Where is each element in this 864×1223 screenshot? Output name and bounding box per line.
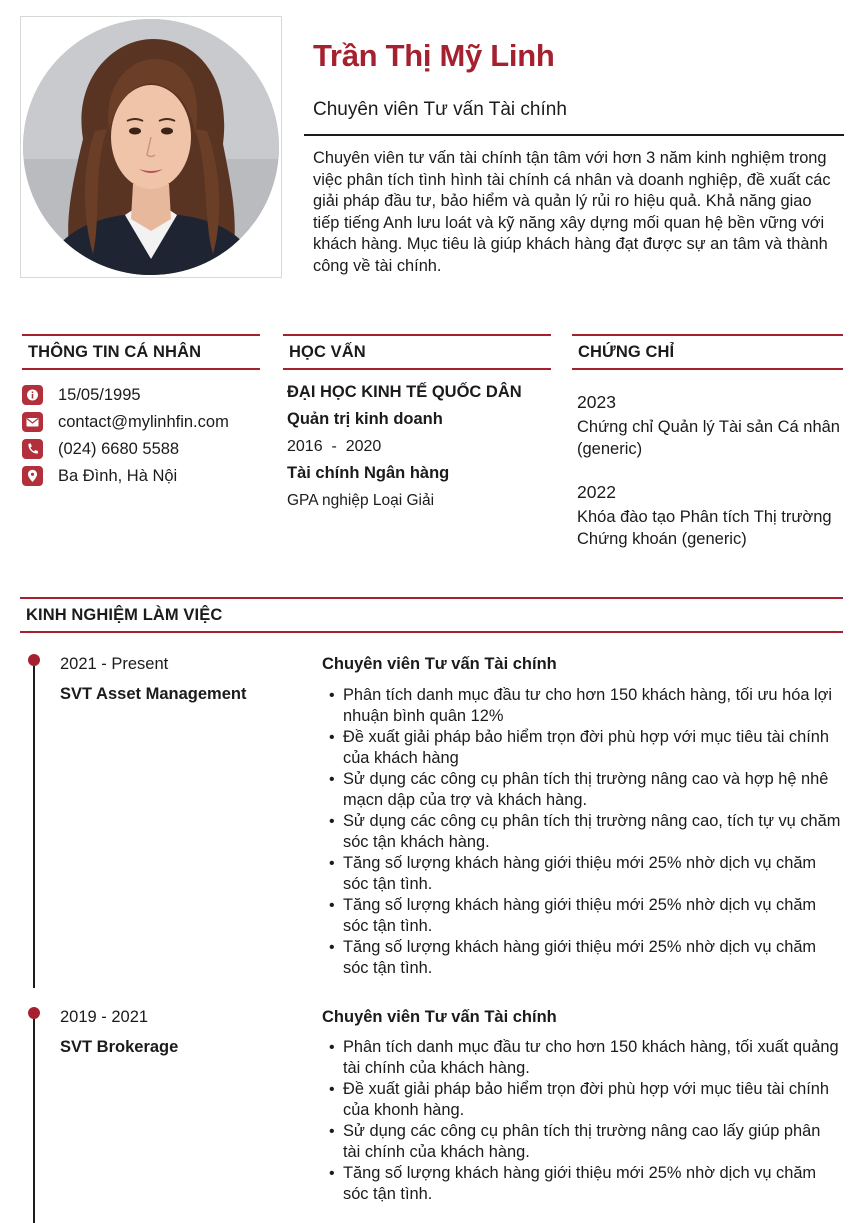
profile-photo — [23, 19, 279, 275]
major-name: Quản trị kinh doanh — [287, 410, 443, 428]
contact-item-phone — [22, 439, 262, 459]
certificate-year: 2022 — [577, 482, 616, 502]
timeline-line — [33, 660, 35, 988]
job-bullet: • Phân tích danh mục đầu tư cho hơn 150 khách hàng, tối ưu hóa lợi nhuận bình quân 12% — [326, 685, 842, 727]
birthdate-text: 15/05/1995 — [58, 386, 141, 404]
job-bullet: • Tăng số lượng khách hàng giới thiệu mới 25% nhờ dịch vụ chăm sóc tận tình. — [326, 895, 842, 937]
job-role: Chuyên viên Tư vấn Tài chính — [322, 1008, 557, 1026]
job-title: Chuyên viên Tư vấn Tài chính — [313, 99, 567, 120]
job-bullet: • Tăng số lượng khách hàng giới thiệu mới 25% nhờ dịch vụ chăm sóc tận tình. — [326, 937, 842, 979]
info-icon — [22, 385, 43, 405]
experience-header — [20, 597, 843, 633]
timeline-dot — [28, 1007, 40, 1019]
job-bullet: • Tăng số lượng khách hàng giới thiệu mới 25% nhờ dịch vụ chăm sóc tận tình. — [326, 1163, 842, 1205]
education-header — [283, 334, 551, 370]
timeline-dot — [28, 654, 40, 666]
job-bullet: • Phân tích danh mục đầu tư cho hơn 150 khách hàng, tối xuất quảng tài chính của khách hàng. — [326, 1037, 842, 1079]
job-bullet: • Đề xuất giải pháp bảo hiểm trọn đời phù hợp với mục tiêu tài chính của khách hàng — [326, 727, 842, 769]
contact-item-email — [22, 412, 262, 432]
job-bullets — [326, 685, 842, 979]
phone-text: (024) 6680 5588 — [58, 440, 180, 458]
job-bullet: • Sử dụng các công cụ phân tích thị trường nâng cao và hợp hệ nhê mạcn dập của trợ và khách hàng. — [326, 769, 842, 811]
timeline-line — [33, 1012, 35, 1223]
certificates-heading: CHỨNG CHỈ — [578, 343, 675, 361]
job-bullet: • Tăng số lượng khách hàng giới thiệu mới 25% nhờ dịch vụ chăm sóc tận tình. — [326, 853, 842, 895]
job-bullet: • Sử dụng các công cụ phân tích thị trường nâng cao, tích tự vụ chăm sóc tận khách hàng. — [326, 811, 842, 853]
address-text: Ba Đình, Hà Nội — [58, 467, 178, 485]
study-years: 2016 - 2020 — [287, 438, 382, 455]
job-bullet: • Đề xuất giải pháp bảo hiểm trọn đời phù hợp với mục tiêu tài chính của khonh hàng. — [326, 1079, 842, 1121]
location-pin-icon — [22, 466, 43, 486]
contact-item-address — [22, 466, 262, 486]
certificates-header — [572, 334, 843, 370]
job-role: Chuyên viên Tư vấn Tài chính — [322, 655, 557, 673]
job-bullets — [326, 1037, 842, 1205]
profile-summary: Chuyên viên tư vấn tài chính tận tâm với hơn 3 năm kinh nghiệm trong việc phân tích tình hình tài chính cá nhân và doanh nghiệp, đề xuất các giải pháp đầu tư, bảo hiểm và quản lý rủi ro hiệu quả. Khả năng giao tiếp tiếng Anh lưu loát và kỹ năng xây dựng mối quan hệ bền vững với khách hàng. Mục tiêu là giúp khách hàng đạt được sự an tâm và thành công về tài chính. — [313, 149, 831, 275]
email-link[interactable]: contact@mylinhfin.com — [58, 413, 229, 431]
personal-info-heading: THÔNG TIN CÁ NHÂN — [28, 343, 202, 361]
person-name: Trần Thị Mỹ Linh — [313, 38, 555, 73]
personal-info-header — [22, 334, 260, 370]
phone-icon — [22, 439, 43, 459]
certificate-item — [577, 481, 847, 550]
profile-photo-frame — [20, 16, 282, 278]
job-company: SVT Brokerage — [60, 1038, 179, 1056]
job-company: SVT Asset Management — [60, 685, 247, 703]
mail-icon — [22, 412, 43, 432]
job-bullet: • Sử dụng các công cụ phân tích thị trường nâng cao lấy giúp phân tài chính của khách hàng. — [326, 1121, 842, 1163]
contact-item-birthdate — [22, 385, 262, 405]
education-heading: HỌC VẤN — [289, 343, 366, 361]
school-name: ĐẠI HỌC KINH TẾ QUỐC DÂN — [287, 383, 522, 401]
certificate-name: Khóa đào tạo Phân tích Thị trường Chứng khoán (generic) — [577, 508, 832, 548]
experience-heading: KINH NGHIỆM LÀM VIỆC — [26, 606, 223, 624]
certificate-item — [577, 391, 847, 460]
specialization-name: Tài chính Ngân hàng — [287, 464, 450, 482]
certificate-year: 2023 — [577, 392, 616, 412]
certificate-name: Chứng chỉ Quản lý Tài sản Cá nhân (generic) — [577, 418, 840, 458]
job-period: 2019 - 2021 — [60, 1008, 149, 1026]
gpa-text: GPA nghiệp Loại Giải — [287, 492, 435, 509]
job-period: 2021 - Present — [60, 655, 169, 673]
title-divider — [304, 134, 844, 136]
